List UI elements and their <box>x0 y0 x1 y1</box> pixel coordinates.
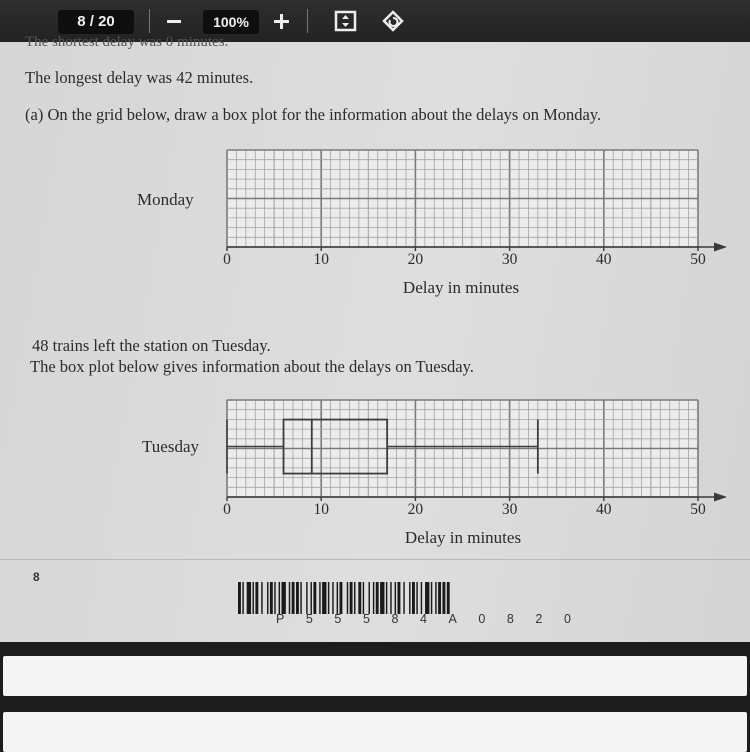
x-tick-label: 50 <box>690 251 706 268</box>
grid <box>227 150 698 247</box>
next-page-preview[interactable] <box>3 712 747 752</box>
barcode-bar <box>376 582 379 614</box>
barcode-bar <box>296 582 299 614</box>
barcode-bar <box>386 582 387 614</box>
monday-row-label: Monday <box>137 190 194 209</box>
barcode-bar <box>322 582 326 614</box>
barcode-bar <box>350 582 353 614</box>
barcode-bar <box>282 582 286 614</box>
x-tick-label: 40 <box>596 251 612 268</box>
barcode-bar <box>328 582 329 614</box>
barcode-char: P <box>276 612 285 626</box>
barcode-bar <box>447 582 450 614</box>
barcode-bar <box>238 582 241 614</box>
barcode-char: 5 <box>334 612 342 626</box>
barcode-number <box>276 612 571 626</box>
barcode-char: 0 <box>563 612 571 626</box>
barcode-bar <box>380 582 384 614</box>
part-a-instruction: (a) On the grid below, draw a box plot for the information about the delays on Monday. <box>25 105 602 124</box>
tuesday-x-axis-label: Delay in minutes <box>404 528 522 547</box>
barcode-bar <box>354 582 355 614</box>
zoom-level[interactable]: 100% <box>203 10 259 34</box>
barcode-bar <box>390 582 391 614</box>
barcode-bar <box>337 582 338 614</box>
barcode-bar <box>431 582 432 614</box>
barcode-bar <box>247 582 251 614</box>
x-tick-label: 10 <box>313 501 329 518</box>
monday-x-axis-label: Delay in minutes <box>402 278 520 297</box>
tuesday-intro-line-2: The box plot below gives information about the delays on Tuesday. <box>30 357 474 376</box>
zoom-out-icon[interactable] <box>161 7 187 35</box>
x-tick-label: 30 <box>501 251 518 268</box>
barcode-bar <box>319 582 320 614</box>
next-page-preview[interactable] <box>3 656 747 696</box>
barcode-bar <box>255 582 258 614</box>
page-footer-divider <box>0 559 750 560</box>
barcode-bar <box>242 582 243 614</box>
x-tick-label: 0 <box>223 251 231 268</box>
barcode-bar <box>398 582 401 614</box>
barcode-bar <box>409 582 410 614</box>
barcode-bar <box>332 582 333 614</box>
barcode-bar <box>306 582 307 614</box>
x-axis-arrow <box>714 243 727 252</box>
barcode-bar <box>253 582 254 614</box>
x-tick-label: 20 <box>407 251 424 268</box>
tuesday-intro-line-1: 48 trains left the station on Tuesday. <box>32 336 271 355</box>
fit-page-icon[interactable] <box>333 7 359 35</box>
x-tick-label: 10 <box>313 251 329 268</box>
barcode <box>238 582 598 614</box>
rotate-icon[interactable] <box>380 7 406 35</box>
exam-page <box>0 34 750 642</box>
toolbar-divider <box>307 9 308 33</box>
barcode-char: 4 <box>419 612 427 626</box>
x-tick-label: 50 <box>690 501 706 518</box>
barcode-bar <box>416 582 417 614</box>
x-tick-label: 30 <box>501 501 518 518</box>
barcode-char: 5 <box>362 612 370 626</box>
barcode-bar <box>311 582 312 614</box>
toolbar-divider <box>149 9 150 33</box>
barcode-bar <box>289 582 290 614</box>
barcode-bar <box>279 582 280 614</box>
barcode-bar <box>267 582 268 614</box>
x-axis-arrow <box>714 493 727 502</box>
barcode-char: 2 <box>535 612 543 626</box>
barcode-bar <box>403 582 404 614</box>
barcode-bar <box>300 582 301 614</box>
barcode-bar <box>313 582 316 614</box>
barcode-bar <box>435 582 436 614</box>
barcode-bar <box>261 582 262 614</box>
barcode-bar <box>347 582 348 614</box>
barcode-bar <box>358 582 361 614</box>
barcode-bar <box>412 582 415 614</box>
page-indicator[interactable]: 8 / 20 <box>58 10 134 34</box>
page-number: 8 <box>33 570 40 584</box>
barcode-char: 5 <box>305 612 313 626</box>
tuesday-row-label: Tuesday <box>142 437 199 456</box>
barcode-bar <box>425 582 429 614</box>
barcode-char: 8 <box>506 612 514 626</box>
barcode-bar <box>438 582 441 614</box>
grid <box>227 400 698 497</box>
barcode-bar <box>363 582 364 614</box>
barcode-bar <box>373 582 374 614</box>
barcode-bar <box>274 582 275 614</box>
x-tick-label: 20 <box>407 501 424 518</box>
barcode-bar <box>369 582 370 614</box>
barcode-bar <box>270 582 273 614</box>
longest-delay-text: The longest delay was 42 minutes. <box>25 68 254 87</box>
barcode-char: 0 <box>478 612 486 626</box>
barcode-bar <box>292 582 295 614</box>
barcode-bar <box>442 582 445 614</box>
x-tick-label: 0 <box>223 501 231 518</box>
barcode-char: A <box>448 612 457 626</box>
barcode-bar <box>340 582 343 614</box>
barcode-bar <box>395 582 396 614</box>
zoom-in-icon[interactable] <box>268 7 294 35</box>
barcode-char: 8 <box>391 612 399 626</box>
x-tick-label: 40 <box>596 501 612 518</box>
barcode-bar <box>421 582 422 614</box>
cut-off-text: The shortest delay was 0 minutes. <box>25 34 229 50</box>
